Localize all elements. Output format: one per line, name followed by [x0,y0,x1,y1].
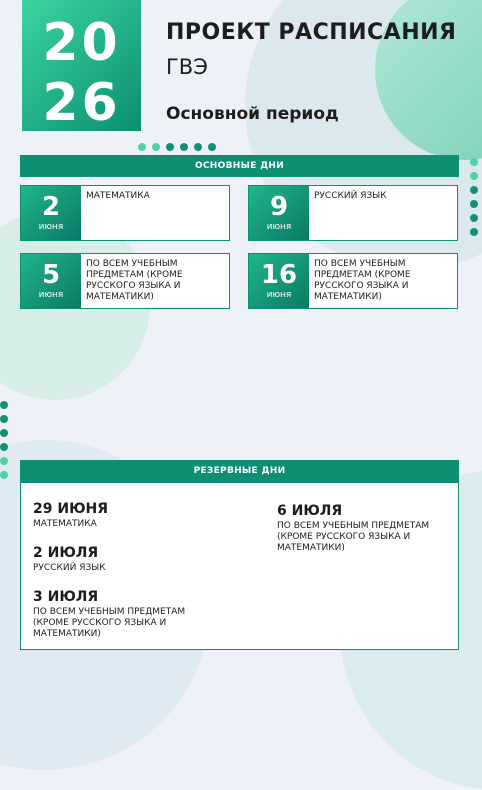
reserve-day [33,501,233,530]
date-tile [21,186,81,240]
dot-icon [208,143,216,151]
date-tile [249,186,309,240]
dot-icon [0,457,8,465]
day-subject: ПО ВСЕМ УЧЕБНЫМ ПРЕДМЕТАМ (КРОМЕ РУССКОГО ЯЗЫКА И МАТЕМАТИКИ) [314,259,411,302]
reserve-subject: РУССКИЙ ЯЗЫК [33,563,106,573]
day-card [20,185,230,241]
dot-icon [470,228,478,236]
dot-icon [0,443,8,451]
date-tile [21,254,81,308]
dot-icon [180,143,188,151]
reserve-subject: ПО ВСЕМ УЧЕБНЫМ ПРЕДМЕТАМ (КРОМЕ РУССКОГО ЯЗЫКА И МАТЕМАТИКИ) [277,521,430,553]
page-subtitle: ГВЭ [166,55,208,79]
day-number: 16 [260,260,298,290]
dot-icon [152,143,160,151]
page-title: ПРОЕКТ РАСПИСАНИЯ [166,20,457,45]
reserve-subject: ПО ВСЕМ УЧЕБНЫМ ПРЕДМЕТАМ (КРОМЕ РУССКОГО ЯЗЫКА И МАТЕМАТИКИ) [33,607,186,639]
day-subject: МАТЕМАТИКА [86,191,150,201]
dot-icon [0,401,8,409]
day-card [248,253,458,309]
day-subject: РУССКИЙ ЯЗЫК [314,191,387,201]
reserve-days-heading: РЕЗЕРВНЫЕ ДНИ [20,460,459,482]
decorative-dots [0,401,8,479]
dot-icon [0,429,8,437]
dot-icon [138,143,146,151]
day-month: июня [266,222,292,232]
day-number: 9 [269,192,289,222]
dot-icon [0,471,8,479]
decorative-dots [138,143,216,151]
dot-icon [470,200,478,208]
dot-icon [194,143,202,151]
dot-icon [0,415,8,423]
day-card [20,253,230,309]
reserve-day [33,545,233,574]
reserve-date: 6 ИЮЛЯ [277,503,343,519]
day-subject: ПО ВСЕМ УЧЕБНЫМ ПРЕДМЕТАМ (КРОМЕ РУССКОГО ЯЗЫКА И МАТЕМАТИКИ) [86,259,183,302]
reserve-day [277,503,452,554]
year-top: 20 [42,13,121,73]
day-month: июня [266,290,292,300]
day-number: 5 [41,260,61,290]
main-days-heading: ОСНОВНЫЕ ДНИ [20,155,459,177]
day-month: июня [38,290,64,300]
reserve-date: 29 ИЮНЯ [33,501,109,517]
reserve-days-panel [20,482,459,650]
day-number: 2 [41,192,61,222]
decorative-dots [470,158,478,236]
reserve-subject: МАТЕМАТИКА [33,519,97,529]
day-card [248,185,458,241]
date-tile [249,254,309,308]
reserve-date: 3 ИЮЛЯ [33,589,99,605]
year-badge [22,0,141,131]
dot-icon [470,186,478,194]
dot-icon [470,214,478,222]
dot-icon [470,172,478,180]
dot-icon [166,143,174,151]
reserve-day [33,589,215,640]
day-month: июня [38,222,64,232]
reserve-date: 2 ИЮЛЯ [33,545,99,561]
year-bottom: 26 [42,73,121,133]
dot-icon [470,158,478,166]
period-heading: Основной период [166,104,339,124]
